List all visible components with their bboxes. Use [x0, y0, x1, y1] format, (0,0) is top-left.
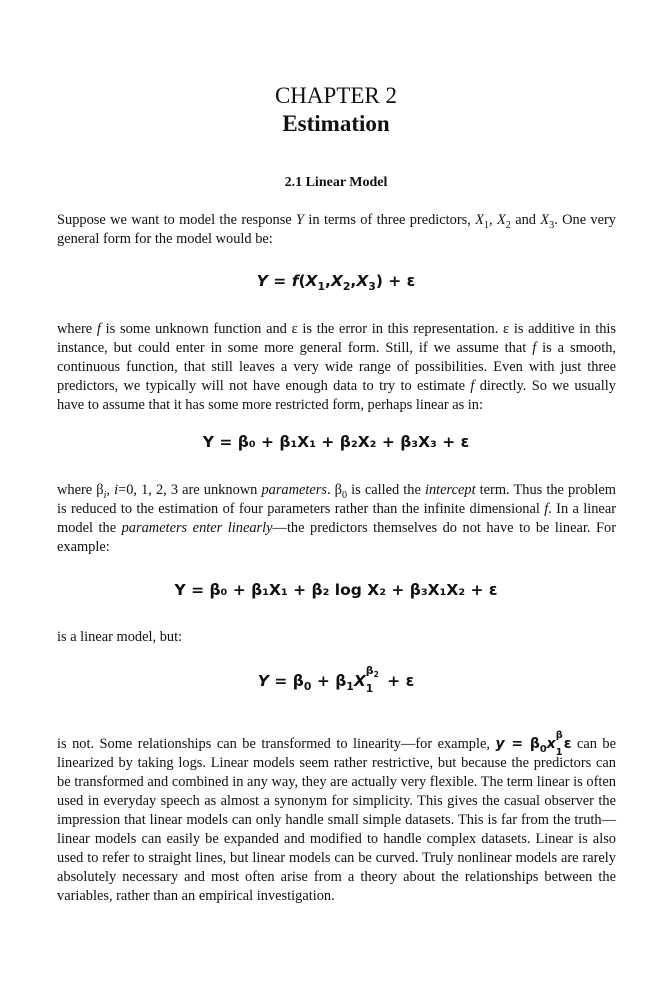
equation-linear-model: Y = β₀ + β₁X₁ + β₂X₂ + β₃X₃ + ε — [202, 433, 470, 451]
inline-equation: $y = \beta_0x$ β 1 ε — [495, 730, 572, 758]
equation-general-model: $Y = f(X_1,X_2,X_3) + \varepsilon$ — [256, 272, 416, 294]
paragraph-function: where f is some unknown function and ε is the error in this representation. ε is additive in this instance, but could enter in some more general form. Still, if we assume that f is a smooth, continuous function, that still leaves a very wide range of possibilities. Even with just three predictors, we typically will not have enough data to try to estimate f directly. So we usually have to assume that it has some more restricted form, perhaps linear as in: — [57, 321, 616, 413]
paragraph-transformations: is not. Some relationships can be transformed to linearity—for example, $y = \beta_0x$ β 1 ε can be linearized by taking logs. Linear models seem rather restrictive, but because the predictors can be transformed and combined in any way, they are actually very flexible. The term linear is often used in everyday speech as almost a synonym for simplicity. This gives the casual observer the impression that linear models can only handle small simple datasets. This is far from the truth—linear models can easily be expanded and modified to handle complex datasets. Linear is also used to refer to straight lines, but linear models can be curved. Truly nonlinear models are rarely absolutely necessary and most often arise from a theory about the relationships between the variables, rather than an empirical investigation. — [57, 730, 617, 904]
chapter-title: Estimation — [282, 111, 390, 136]
equation-log-model: Y = β₀ + β₁X₁ + β₂ log X₂ + β₃X₁X₂ + ε — [174, 581, 498, 599]
paragraph-linear-but: is a linear model, but: — [57, 629, 183, 645]
section-heading: 2.1 Linear Model — [284, 175, 388, 190]
paragraph-intro: Suppose we want to model the response Y in terms of three predictors, $X_1$, $X_2$ and $X_3$. One very general form for the model would be: — [57, 212, 617, 247]
paragraph-parameters: where $\beta_i$, i=0, 1, 2, 3 are unknown parameters. $\beta_0$ is called the intercept term. Thus the problem is reduced to the estimation of four parameters rather than the infinite dimensional f. In a linear model the parameters enter linearly—the predictors themselves do not have to be linear. For example: — [57, 482, 617, 555]
equation-nonlinear-model: $Y = \beta_0 + \beta_1X$ $\beta_2$ 1 + ε — [257, 664, 415, 695]
chapter-label: CHAPTER 2 — [274, 83, 398, 108]
